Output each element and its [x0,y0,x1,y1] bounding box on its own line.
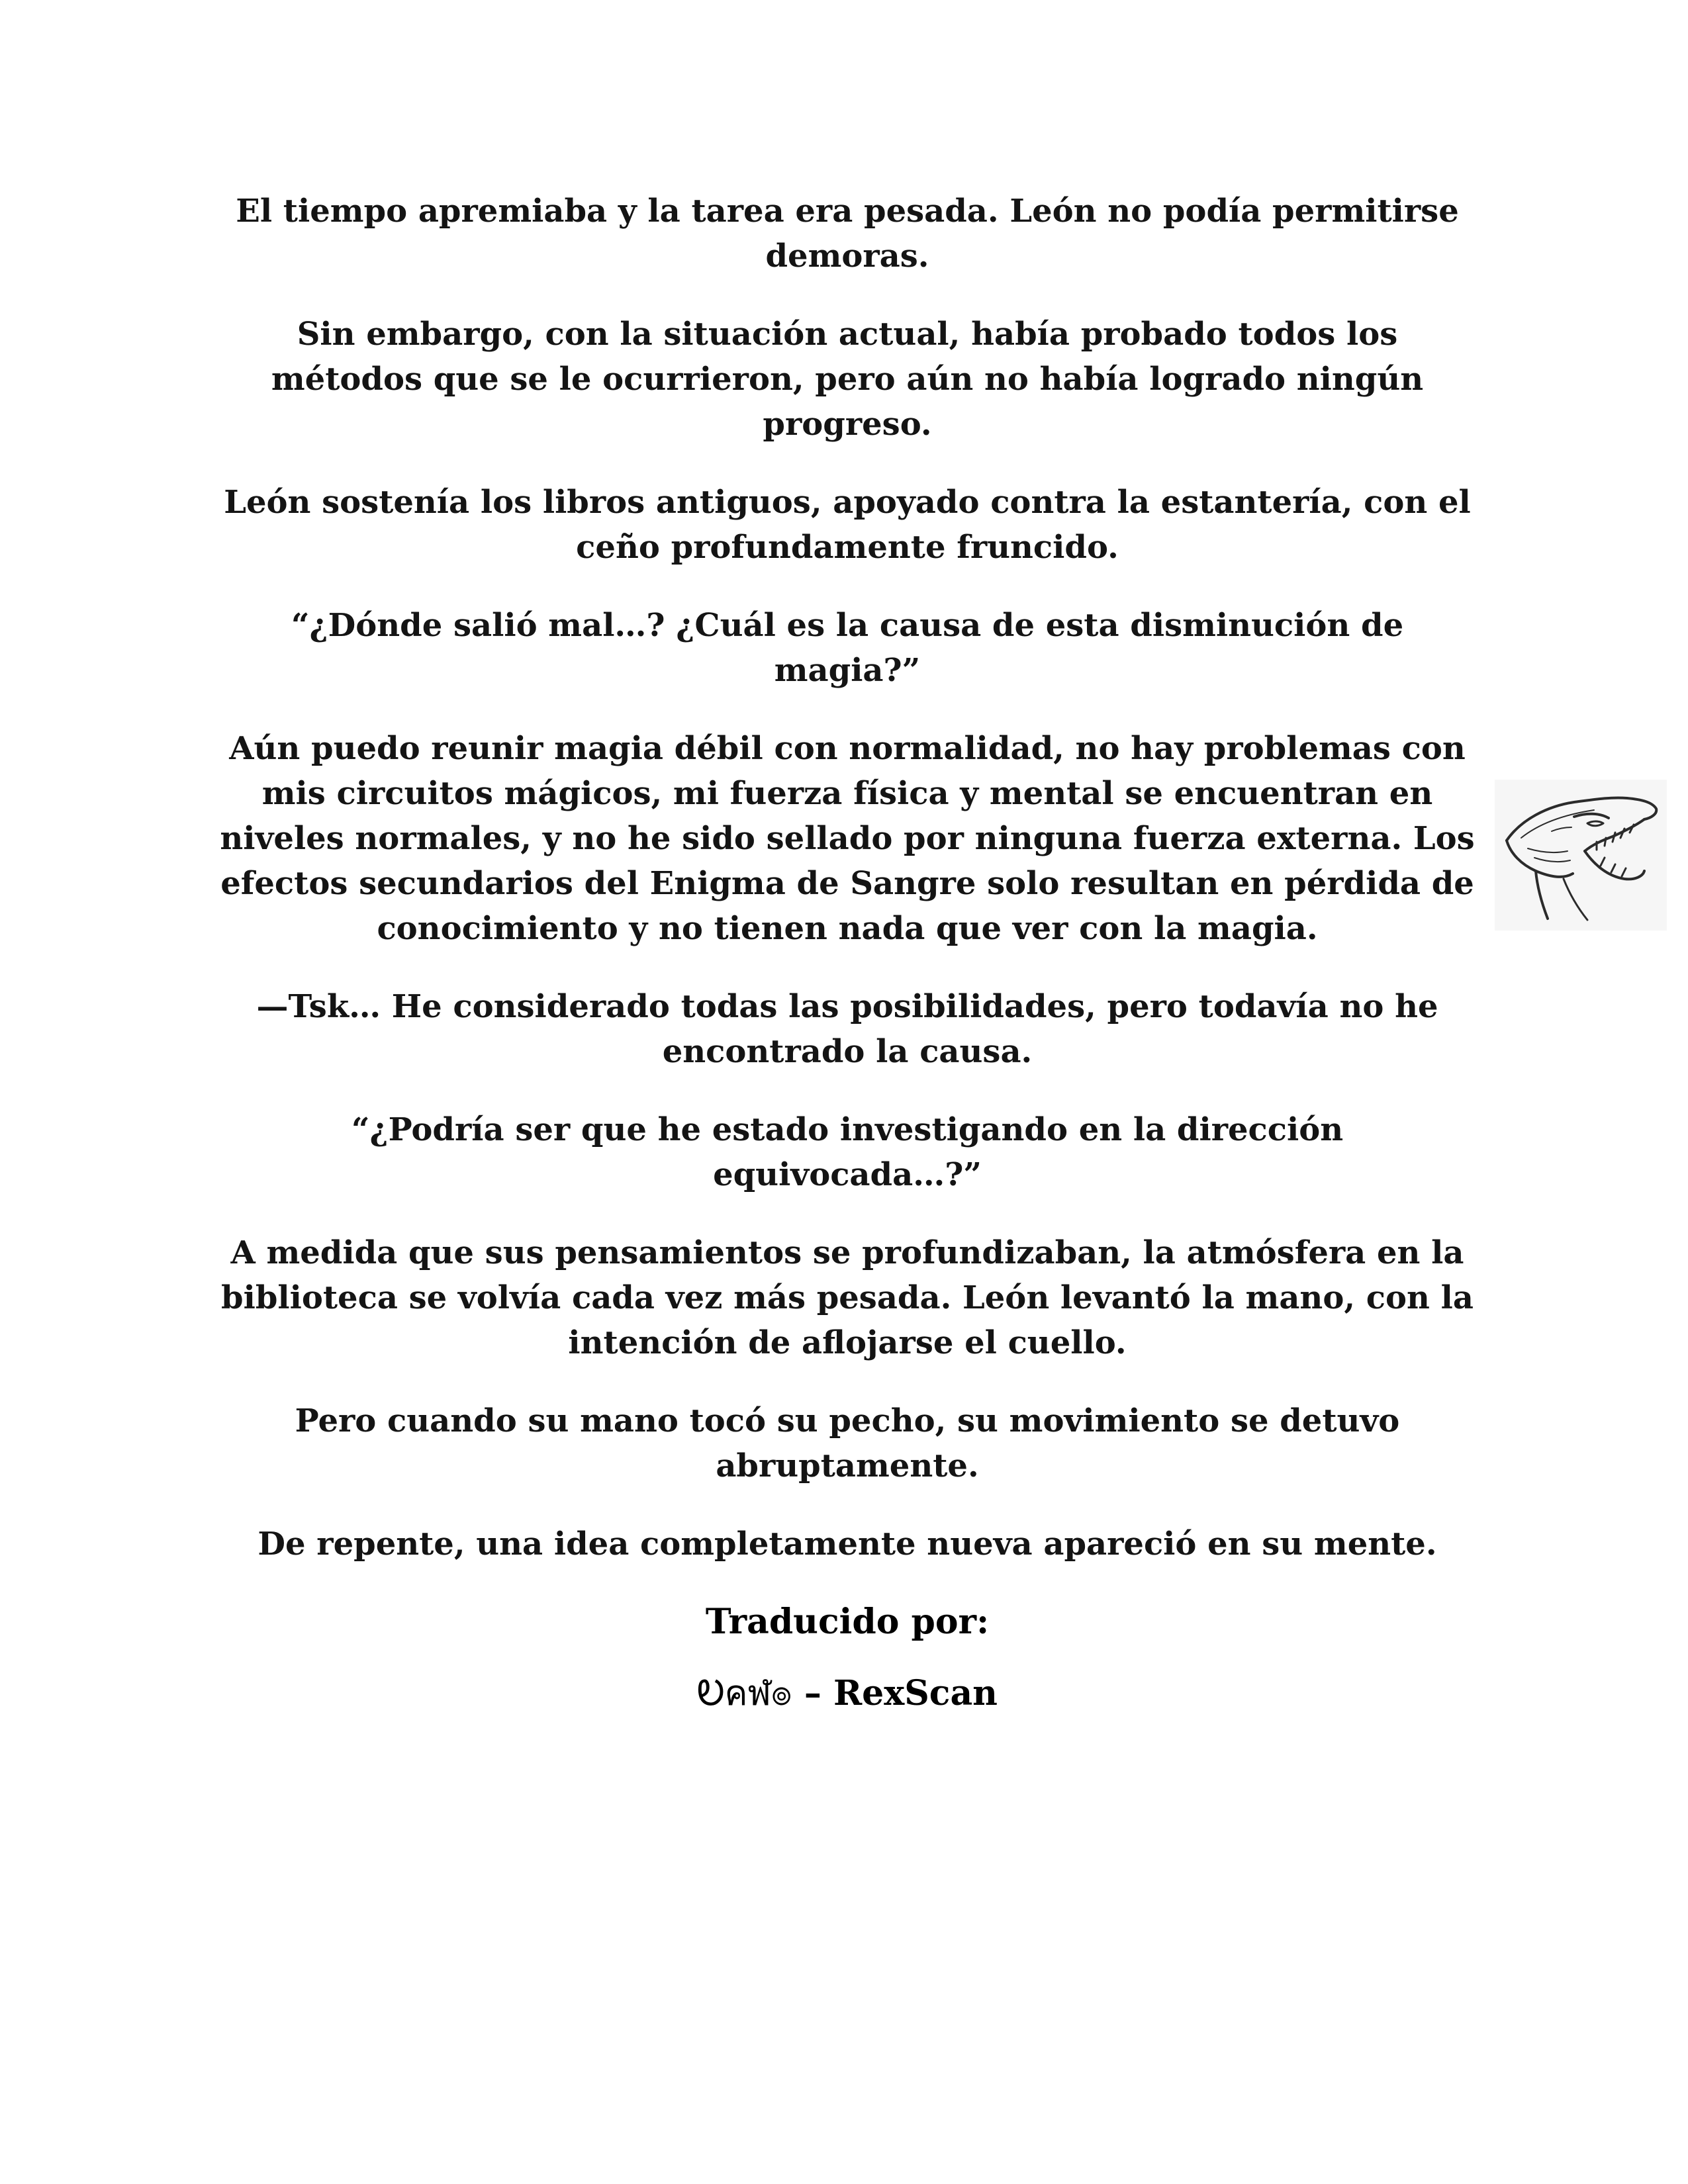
paragraph-5: Aún puedo reunir magia débil con normalidad, no hay problemas con mis circuitos mágicos, mi fuerza física y mental se encuentran en niveles normales, y no he sido sellado por ninguna fuerza externa. Los efectos secundarios del Enigma de Sangre solo resultan en pérdida de conocimiento y no tienen nada que ver con la magia. [220,730,1475,947]
paragraph-6: —Tsk… He considerado todas las posibilidades, pero todavía no he encontrado la causa. [256,988,1438,1070]
paragraph-7: “¿Podría ser que he estado investigando en la dirección equivocada…?” [351,1111,1344,1193]
credits-separator: – [792,1673,833,1713]
paragraph-2: Sin embargo, con la situación actual, había probado todos los métodos que se le ocurrieron, pero aún no había logrado ningún progreso. [271,316,1424,443]
paragraph-10: De repente, una idea completamente nueva apareció en su mente. [258,1525,1437,1563]
paragraph-4: “¿Dónde salió mal…? ¿Cuál es la causa de esta disminución de magia?” [291,607,1404,689]
credits-line [218,1671,1476,1716]
dinosaur-head-sketch-icon-svg [1495,780,1667,931]
paragraph-3: León sostenía los libros antiguos, apoyado contra la estantería, con el ceño profundamente fruncido. [224,484,1471,566]
translator-name: Ꭷคฬ๏ [697,1674,792,1713]
credits-label: Traducido por: [705,1602,990,1642]
paragraph-8: A medida que sus pensamientos se profundizaban, la atmósfera en la biblioteca se volvía cada vez más pesada. León levantó la mano, con la intención de aflojarse el cuello. [221,1234,1474,1361]
dinosaur-head-sketch-icon [1495,780,1667,931]
scan-group-name: RexScan [833,1673,998,1713]
paragraph-1: El tiempo apremiaba y la tarea era pesada. León no podía permitirse demoras. [236,193,1459,275]
chapter-text [218,189,1476,1716]
paragraph-9: Pero cuando su mano tocó su pecho, su movimiento se detuvo abruptamente. [295,1402,1400,1484]
